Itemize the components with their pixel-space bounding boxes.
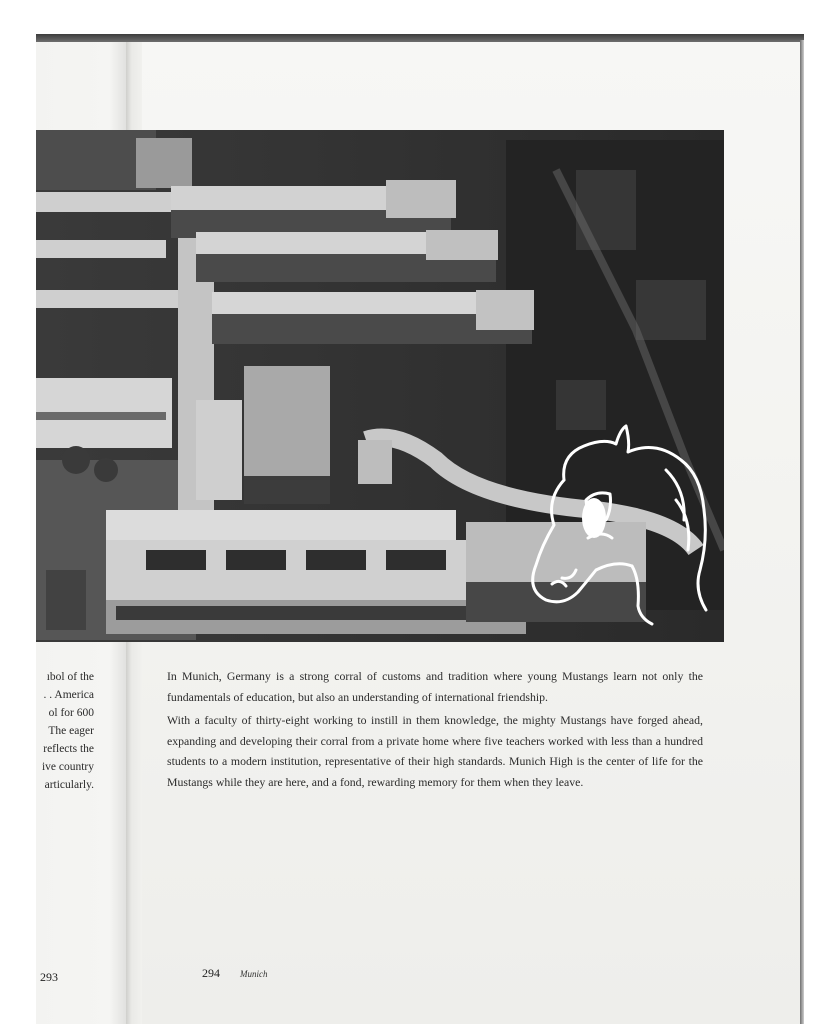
- page-number-left: 293: [40, 970, 58, 984]
- background-right: [804, 34, 840, 1024]
- body-text: [167, 666, 703, 792]
- left-text-line: ıbol of the: [46, 671, 94, 683]
- left-page-text-fragments: [36, 668, 94, 794]
- left-text-line: articularly.: [44, 779, 94, 791]
- background-top: [0, 0, 840, 36]
- page-number-right: 294: [202, 966, 220, 980]
- left-text-line: . . America: [43, 689, 94, 701]
- paragraph-intro: In Munich, Germany is a strong corral of customs and tradition where young Mustangs learn not only the fundamentals of education, but also an understanding of international friendship.: [167, 669, 703, 704]
- left-text-line: ol for 600: [48, 707, 94, 719]
- left-text-line: reflects the: [43, 743, 94, 755]
- section-label: Munich: [240, 969, 268, 979]
- left-text-line: ive country: [41, 761, 94, 773]
- mustang-horse-head-drawing: [516, 420, 716, 630]
- left-text-line: The eager: [48, 725, 94, 737]
- paragraph-faculty: With a faculty of thirty-eight working to instill in them knowledge, the mighty Mustangs have forged ahead, expanding and developing their corral from a private home where five teachers worked with less than a hundred students to a modern institution, representative of their high standards. Munich High is the center of life for the Mustangs while they are here, and a fond, rewarding memory for them when they leave.: [167, 713, 703, 789]
